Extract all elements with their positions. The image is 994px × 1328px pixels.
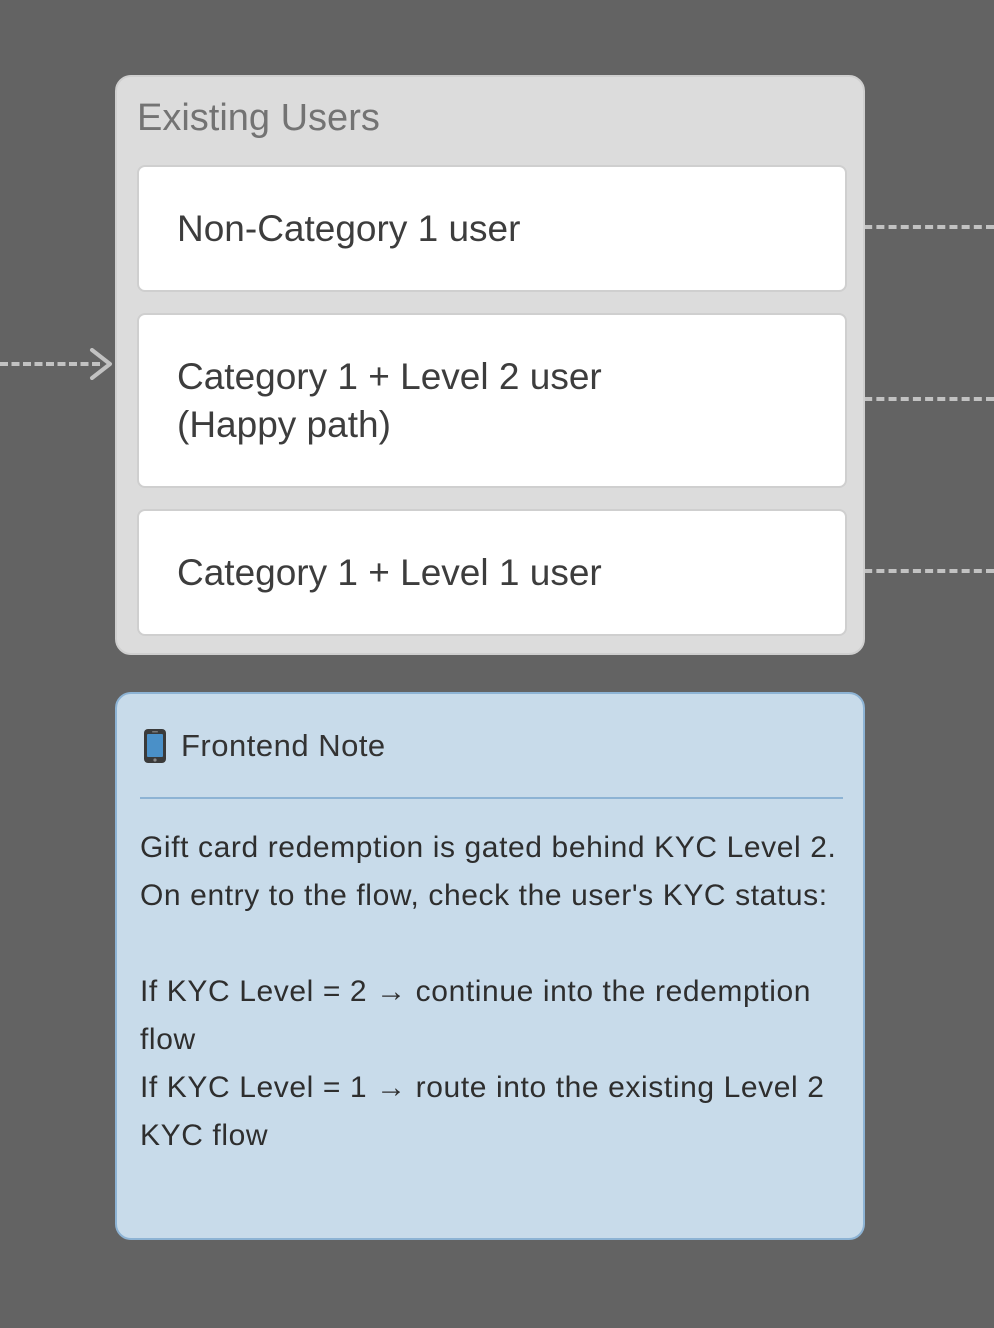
- existing-users-group: [115, 75, 865, 655]
- arrow-head-icon: [88, 348, 114, 380]
- note-header: [141, 728, 386, 764]
- note-body: [140, 824, 840, 1160]
- user-card-category-1-level-2[interactable]: [137, 313, 847, 488]
- incoming-connector: [0, 362, 100, 366]
- outgoing-connector-category-1-level-1: [852, 569, 994, 573]
- note-intro: Gift card redemption is gated behind KYC Level 2. On entry to the flow, check the user's KYC status:: [140, 831, 837, 912]
- outgoing-connector-category-1-level-2: [852, 397, 994, 401]
- user-card-label: Non-Category 1 user: [177, 207, 521, 249]
- note-title: Frontend Note: [181, 728, 386, 763]
- user-card-label: Category 1 + Level 2 user (Happy path): [177, 355, 602, 445]
- user-card-label: Category 1 + Level 1 user: [177, 551, 602, 593]
- user-card-category-1-level-1[interactable]: [137, 509, 847, 636]
- user-card-non-category-1[interactable]: [137, 165, 847, 292]
- note-divider: [140, 797, 843, 799]
- note-rule-level-2: If KYC Level = 2 → continue into the redemption flow: [140, 975, 812, 1056]
- mobile-phone-icon: [141, 728, 169, 764]
- outgoing-connector-non-category-1: [852, 225, 994, 229]
- note-rule-level-1: If KYC Level = 1 → route into the existing Level 2 KYC flow: [140, 1071, 825, 1152]
- group-title: Existing Users: [137, 97, 380, 139]
- frontend-note: [115, 692, 865, 1240]
